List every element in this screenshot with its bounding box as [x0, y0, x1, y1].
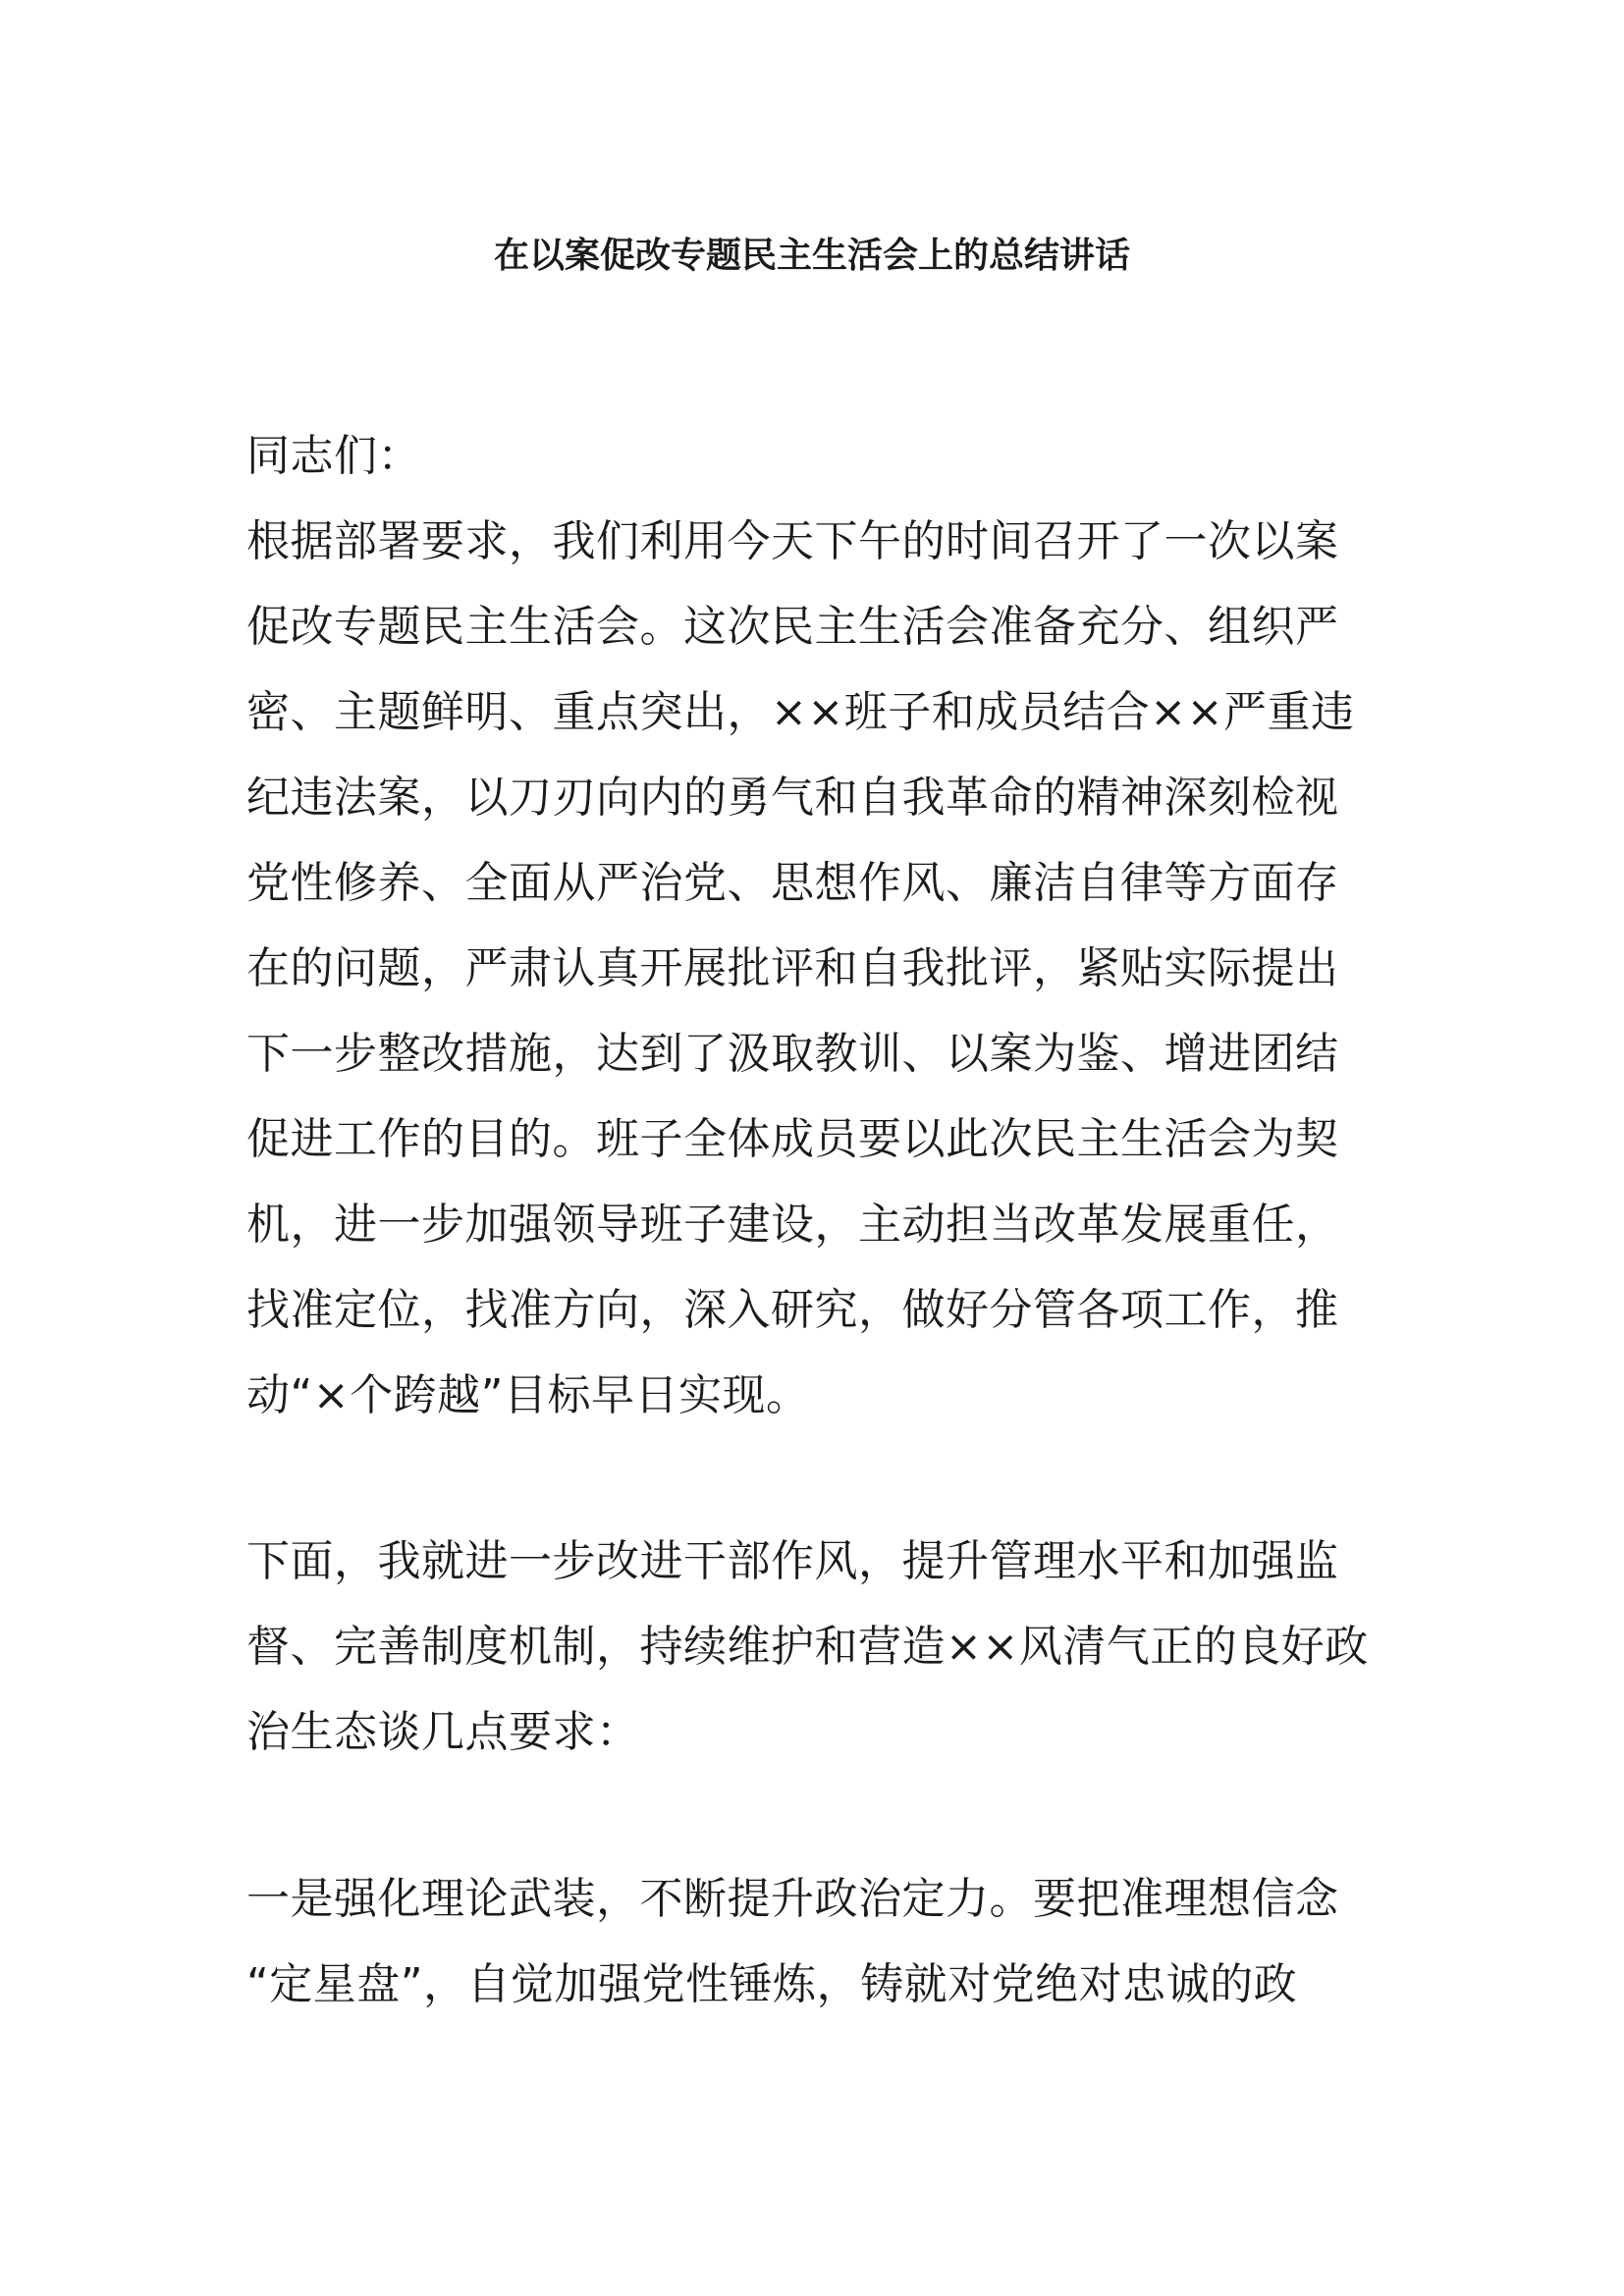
paragraph-line: 下面，我就进一步改进干部作风，提升管理水平和加强监: [246, 1536, 1339, 1586]
document-title: 在以案促改专题民主生活会上的总结讲话: [493, 236, 1130, 276]
paragraph-line: 一是强化理论武装，不断提升政治定力。要把准理想信念: [246, 1874, 1339, 1924]
paragraph-line: 密、主题鲜明、重点突出，××班子和成员结合××严重违: [246, 687, 1355, 737]
paragraph-line: 纪违法案，以刀刃向内的勇气和自我革命的精神深刻检视: [246, 773, 1339, 823]
paragraph-opening: [246, 499, 1385, 1438]
paragraph-line: 动“×个跨越”目标早日实现。: [246, 1370, 810, 1420]
paragraph-line: “定星盘”，自觉加强党性锤炼，铸就对党绝对忠诚的政: [246, 1959, 1298, 2009]
paragraph-point-one: [246, 1856, 1385, 2027]
paragraph-line: 根据部署要求，我们利用今天下午的时间召开了一次以案: [246, 516, 1339, 566]
paragraph-line: 找准定位，找准方向，深入研究，做好分管各项工作，推: [246, 1285, 1339, 1335]
paragraph-line: 促进工作的目的。班子全体成员要以此次民主生活会为契: [246, 1114, 1339, 1164]
paragraph-line: 机，进一步加强领导班子建设，主动担当改革发展重任，: [246, 1200, 1339, 1250]
paragraph-line: 在的问题，严肃认真开展批评和自我批评，紧贴实际提出: [246, 943, 1339, 993]
paragraph-line: 下一步整改措施，达到了汲取教训、以案为鉴、增进团结: [246, 1029, 1339, 1079]
paragraph-line: 治生态谈几点要求：: [246, 1707, 640, 1757]
salutation-line: 同志们：: [246, 431, 421, 481]
paragraph-line: 促改专题民主生活会。这次民主生活会准备充分、组织严: [246, 602, 1339, 652]
paragraph-line: 党性修养、全面从严治党、思想作风、廉洁自律等方面存: [246, 858, 1339, 908]
paragraph-line: 督、完善制度机制，持续维护和营造××风清气正的良好政: [246, 1622, 1369, 1672]
paragraph-requirements-intro: [246, 1519, 1385, 1775]
salutation: [246, 413, 1385, 499]
